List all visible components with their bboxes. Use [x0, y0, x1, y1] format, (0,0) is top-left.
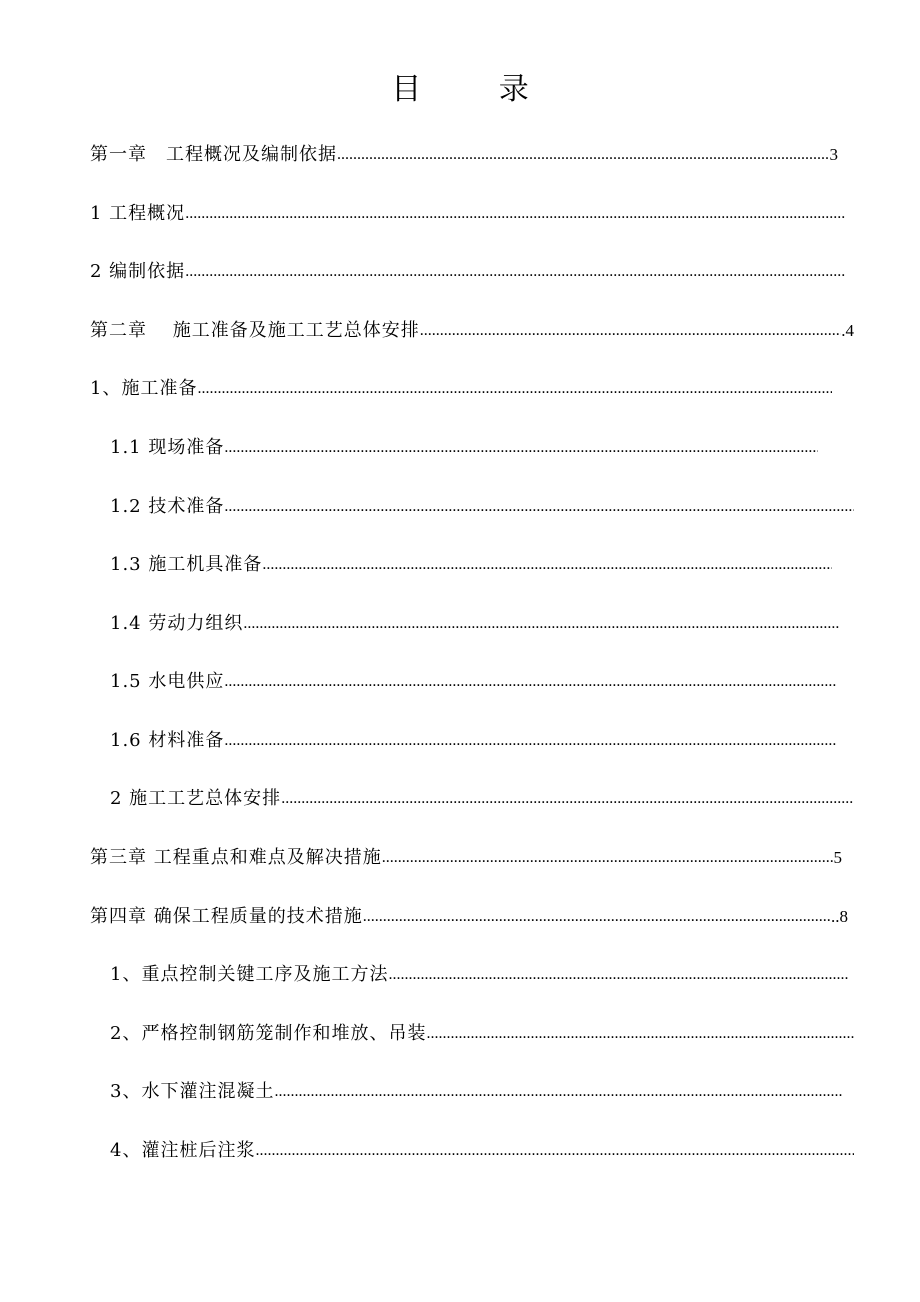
toc-leader-dots: [420, 320, 842, 342]
toc-leader-dots: [243, 613, 840, 635]
toc-label: 1.2 技术准备: [110, 496, 225, 517]
toc-leader-dots: [281, 788, 854, 810]
toc-page-number: 5: [833, 848, 842, 867]
toc-entry-1-6[interactable]: [110, 726, 836, 752]
toc-entry-4-2[interactable]: [110, 1019, 854, 1045]
toc-page-number: 3: [829, 145, 838, 164]
toc-label: 1 工程概况: [90, 203, 186, 224]
toc-leader-dots: [382, 847, 834, 869]
toc-leader-dots: [185, 203, 846, 225]
toc-entry-4-1[interactable]: [110, 960, 848, 986]
toc-page-number: .4: [841, 321, 854, 340]
toc-label: 1.5 水电供应: [110, 671, 225, 692]
document-title: 目 录: [391, 72, 563, 107]
toc-entry-2-1[interactable]: [90, 374, 832, 400]
toc-entry-1[interactable]: [90, 199, 846, 225]
toc-label: 1.3 施工机具准备: [110, 554, 263, 575]
toc-label: 1.4 劳动力组织: [110, 613, 244, 634]
toc-leader-dots: [224, 496, 854, 518]
toc-entry-2-2[interactable]: [110, 784, 854, 810]
toc-label: 第一章 工程概况及编制依据: [90, 144, 337, 165]
toc-label: 1、施工准备: [90, 378, 198, 399]
toc-entry-4-4[interactable]: [110, 1136, 854, 1162]
toc-label: 第二章 施工准备及施工工艺总体安排: [90, 320, 420, 341]
toc-label: 2、严格控制钢筋笼制作和堆放、吊装: [110, 1023, 427, 1044]
toc-leader-dots: [224, 730, 836, 752]
toc-label: 1、重点控制关键工序及施工方法: [110, 964, 389, 985]
toc-leader-dots: [224, 437, 818, 459]
toc-entry-1-3[interactable]: [110, 550, 832, 576]
toc-label: 第三章 工程重点和难点及解决措施: [90, 847, 382, 868]
toc-leader-dots: [185, 261, 846, 283]
toc-entry-1-5[interactable]: [110, 667, 836, 693]
toc-leader-dots: [255, 1140, 854, 1162]
toc-entry-1-1[interactable]: [110, 433, 818, 459]
toc-leader-dots: [262, 554, 832, 576]
toc-label: 2 施工工艺总体安排: [110, 788, 282, 809]
toc-leader-dots: [274, 1081, 842, 1103]
toc-entry-1-2[interactable]: [110, 492, 854, 518]
toc-label: 3、水下灌注混凝土: [110, 1081, 275, 1102]
toc-label: 1.1 现场准备: [110, 437, 225, 458]
toc-entry-4-3[interactable]: [110, 1077, 842, 1103]
toc-label: 4、灌注桩后注浆: [110, 1140, 256, 1161]
toc-entry-chapter-1[interactable]: [90, 140, 838, 166]
toc-page-number: ..8: [831, 907, 848, 926]
toc-leader-dots: [363, 906, 831, 928]
toc-entry-2[interactable]: [90, 257, 846, 283]
toc-label: 1.6 材料准备: [110, 730, 225, 751]
toc-leader-dots: [197, 378, 832, 400]
toc-entry-chapter-2[interactable]: [90, 316, 854, 342]
toc-leader-dots: [426, 1023, 854, 1045]
toc-leader-dots: [337, 144, 830, 166]
toc-label: 第四章 确保工程质量的技术措施: [90, 906, 363, 927]
toc-leader-dots: [224, 671, 836, 693]
toc-entry-1-4[interactable]: [110, 609, 840, 635]
toc-entry-chapter-3[interactable]: [90, 843, 842, 869]
toc-entry-chapter-4[interactable]: [90, 902, 848, 928]
toc-leader-dots: [388, 964, 848, 986]
toc-label: 2 编制依据: [90, 261, 186, 282]
